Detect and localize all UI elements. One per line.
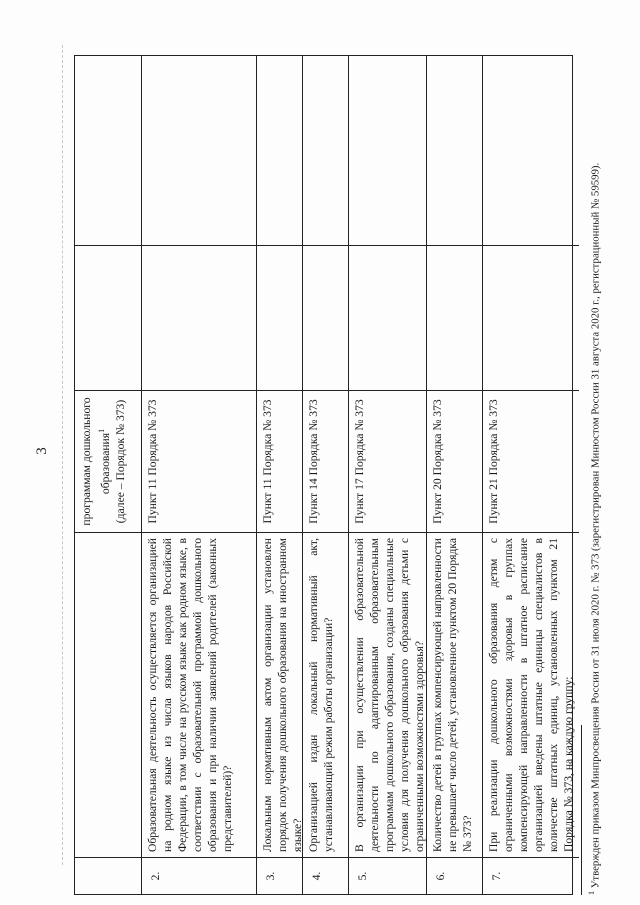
reference-cell [75, 391, 141, 533]
answer-cell [257, 246, 308, 391]
answer-cell [427, 246, 482, 391]
num-cell [75, 858, 141, 894]
footnote-text: Утвержден приказом Минпросвещения России от 31 июля 2020 г. № 373 (зарегистрирован Минюстом России 31 августа 2020 г., регистрационный № 59599). [589, 162, 602, 889]
table-row [348, 56, 426, 894]
footnote-divider [581, 725, 582, 895]
note-cell [349, 56, 430, 246]
requirement-text: При реализации дошкольного образования детям с ограниченными возможностями здоровья в группах компенсирующей направленности в штатное расписание организацией введены штатные единицы специалистов в количестве штатных единиц, установленных пунктом 21 Порядка № 373, на каждую группу: [483, 533, 579, 858]
requirement-text: Количество детей в группах компенсирующей направленности не превышает число детей, установленное пунктом 20 Порядка № 373? [427, 533, 482, 858]
reference-text: Пункт 20 Порядка № 373 [427, 391, 482, 533]
footnote-number: 1 [587, 891, 596, 895]
answer-cell [483, 246, 579, 391]
reference-text: Пункт 21 Порядка № 373 [483, 391, 579, 533]
table-row [302, 56, 348, 894]
row-number: 4. [310, 871, 323, 881]
footnote-marker: 1 [97, 428, 106, 433]
row-number: 6. [434, 871, 447, 881]
row-number: 3. [264, 871, 277, 881]
table-row [75, 56, 141, 894]
row-number: 7. [490, 871, 503, 881]
requirement-text: Образовательная деятельность осуществляется организацией на родном языке из числа языков народов Российской Федерации, в том числе на русском языке как родном языке, в соответствии с образовательной программой дошкольного образования и при наличии заявлений родителей (законных представителей)? [142, 533, 256, 858]
header-ref-line3: (далее – Порядок № 373) [113, 399, 127, 524]
note-cell [483, 56, 579, 246]
footnote [585, 35, 603, 895]
header-ref-line1: программам дошкольного [80, 397, 93, 526]
answer-cell [75, 246, 141, 391]
answer-cell [349, 246, 430, 391]
requirement-cell [75, 533, 141, 858]
requirement-text: В организации при осуществлении образовательной деятельности по адаптированным образовательным программам дошкольного образования, созданы специальные условия для получения дошкольного образования детьми с ограниченными возможностями здоровья? [349, 533, 430, 858]
reference-text: Пункт 14 Порядка № 373 [303, 391, 348, 533]
requirement-text: Локальным нормативным актом организации установлен порядок получения дошкольного образования на иностранном языке? [257, 533, 308, 858]
reference-text: Пункт 17 Порядка № 373 [349, 391, 430, 533]
answer-cell [303, 246, 348, 391]
reference-text: Пункт 11 Порядка № 373 [257, 391, 308, 533]
note-cell [427, 56, 482, 246]
table-row [426, 56, 482, 894]
checklist-table [74, 55, 573, 895]
note-cell [257, 56, 308, 246]
note-cell [303, 56, 348, 246]
table-row [482, 56, 579, 894]
note-cell [142, 56, 256, 246]
page-number: 3 [34, 447, 50, 455]
note-cell [75, 56, 141, 246]
row-number: 2. [149, 871, 162, 881]
table-row [256, 56, 302, 894]
answer-cell [142, 246, 256, 391]
scan-artifact-line [62, 45, 63, 865]
header-ref-line2: образования$^1$ [97, 428, 112, 495]
row-number: 5. [356, 871, 369, 881]
table-row [141, 56, 256, 894]
requirement-text: Организацией издан локальный нормативный акт, устанавливающий режим работы организации? [303, 533, 348, 858]
reference-text: Пункт 11 Порядка № 373 [142, 391, 256, 533]
